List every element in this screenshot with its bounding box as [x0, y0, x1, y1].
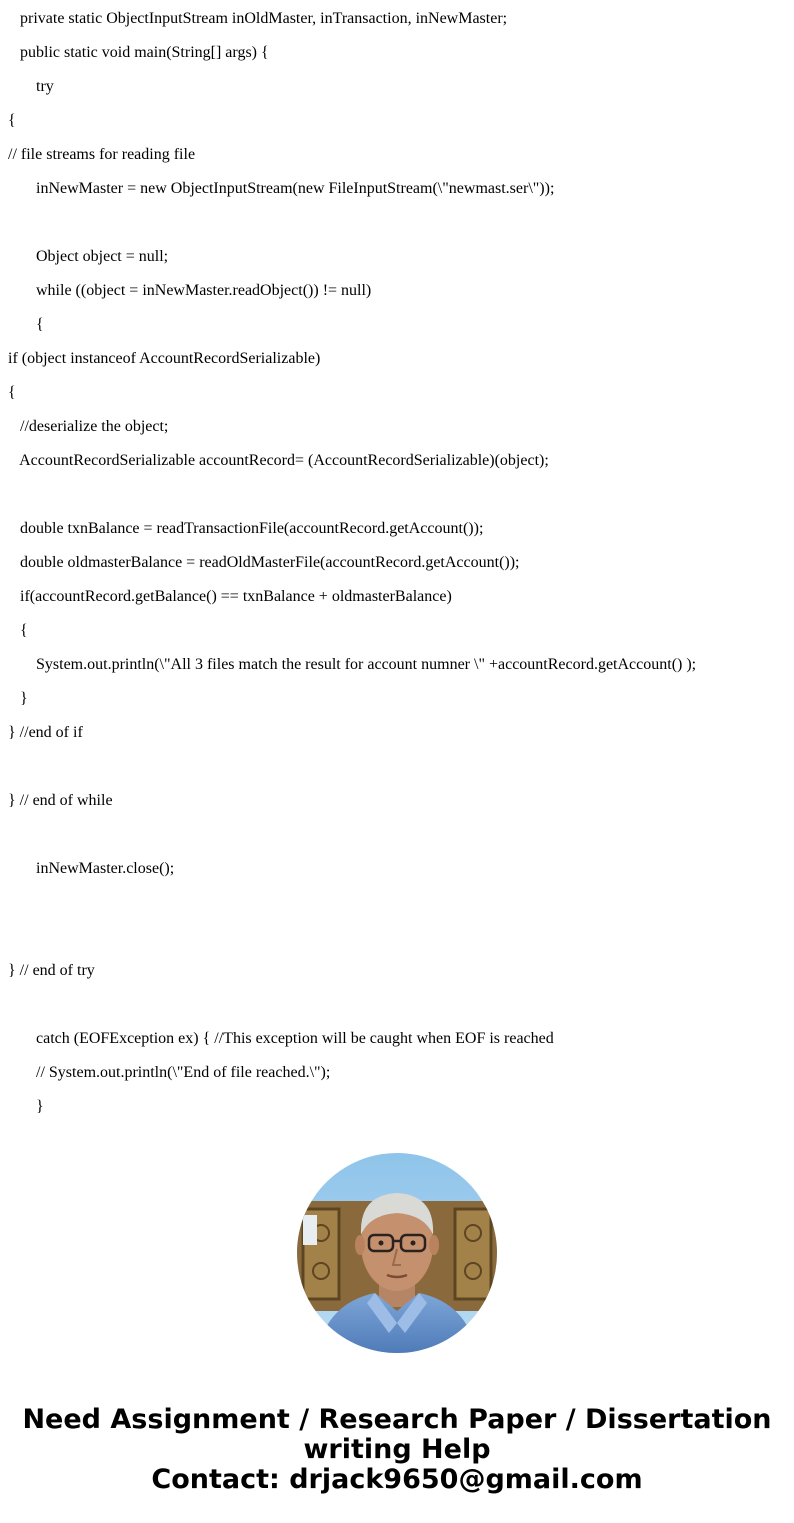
promo-headline: Need Assignment / Research Paper / Dissertation	[22, 1404, 772, 1435]
code-line: inNewMaster = new ObjectInputStream(new FileInputStream(\"newmast.ser\"));	[8, 180, 555, 197]
code-line: }	[8, 1098, 44, 1115]
code-line: try	[8, 78, 54, 95]
code-line: // System.out.println(\"End of file reached.\");	[8, 1064, 331, 1081]
code-line: {	[8, 622, 28, 639]
code-line: inNewMaster.close();	[8, 860, 175, 877]
code-line: {	[8, 112, 16, 129]
code-line: }	[8, 690, 28, 707]
code-line: System.out.println(\"All 3 files match the result for account numner \" +accountRecord.getAccount() );	[8, 656, 697, 673]
code-line: } // end of try	[8, 962, 95, 979]
code-line: // file streams for reading file	[8, 146, 196, 163]
code-line: {	[8, 316, 44, 333]
code-line: public static void main(String[] args) {	[8, 44, 269, 61]
code-line: if(accountRecord.getBalance() == txnBalance + oldmasterBalance)	[8, 588, 452, 605]
code-line: catch (EOFException ex) { //This exception will be caught when EOF is reached	[8, 1030, 554, 1047]
code-line: private static ObjectInputStream inOldMaster, inTransaction, inNewMaster;	[8, 10, 508, 27]
code-line: } //end of if	[8, 724, 83, 741]
code-line: //deserialize the object;	[8, 418, 169, 435]
code-line: double oldmasterBalance = readOldMasterFile(accountRecord.getAccount());	[8, 554, 520, 571]
code-line: } // end of while	[8, 792, 113, 809]
code-line: {	[8, 384, 16, 401]
code-line: while ((object = inNewMaster.readObject()) != null)	[8, 282, 372, 299]
code-line: Object object = null;	[8, 248, 169, 265]
code-line: AccountRecordSerializable accountRecord= (AccountRecordSerializable)(object);	[8, 452, 549, 469]
promo-subheadline: writing Help	[303, 1434, 491, 1465]
author-avatar	[297, 1153, 497, 1353]
promo-contact: Contact: drjack9650@gmail.com	[151, 1464, 643, 1495]
code-line: double txnBalance = readTransactionFile(accountRecord.getAccount());	[8, 520, 484, 537]
code-line: if (object instanceof AccountRecordSerializable)	[8, 350, 321, 367]
author-portrait-image	[297, 1153, 497, 1353]
